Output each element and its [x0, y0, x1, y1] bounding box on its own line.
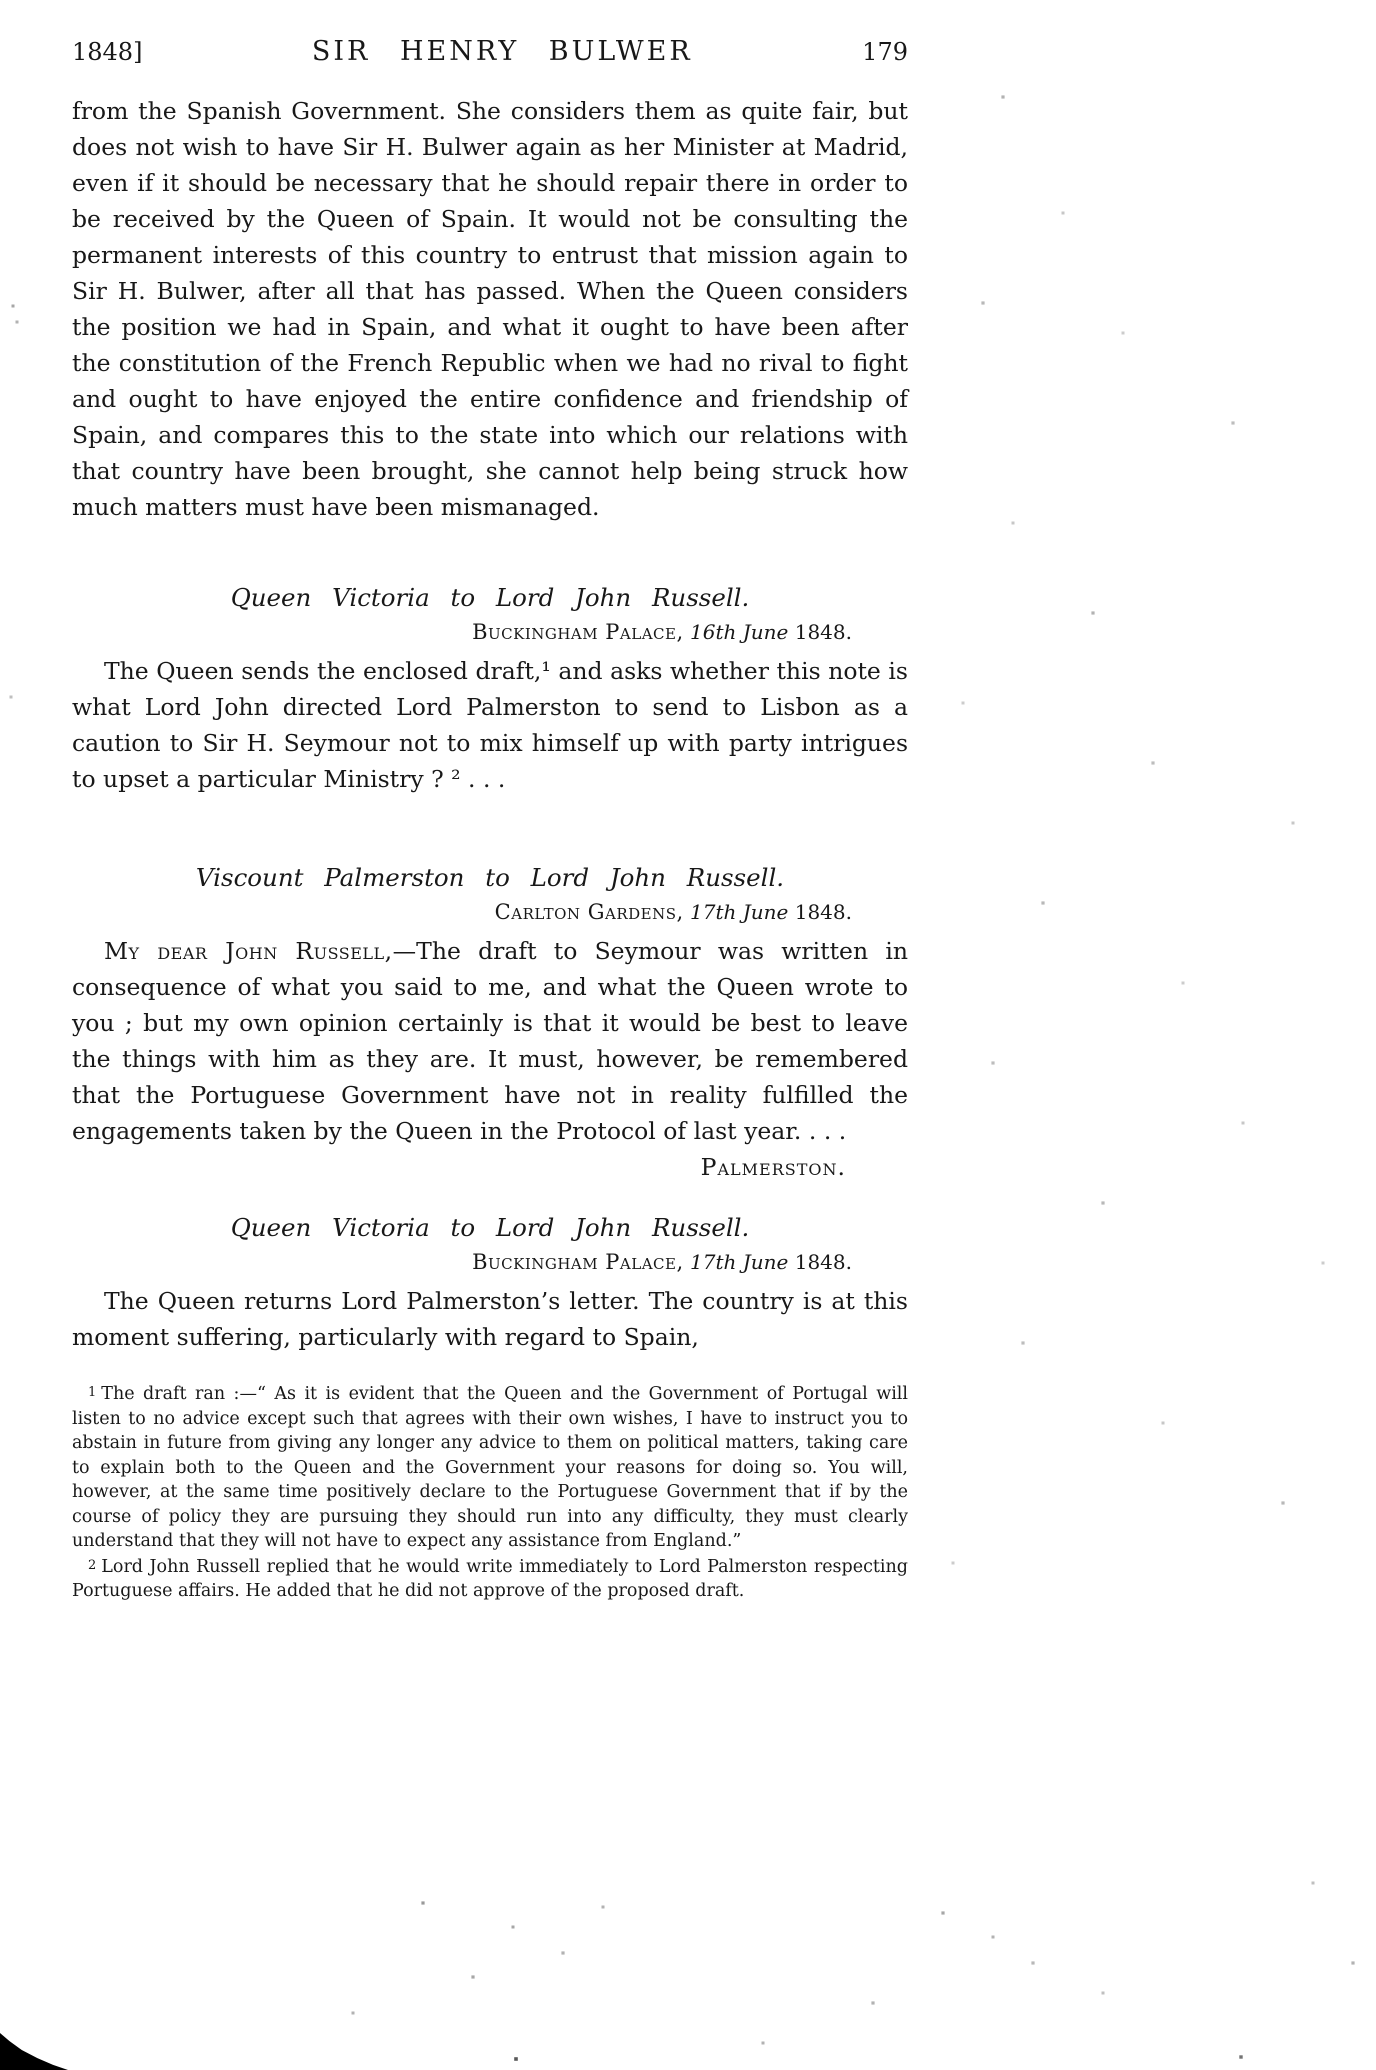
dateline-year: 1848. — [794, 1250, 852, 1274]
dateline-date: 17th June — [690, 1250, 789, 1274]
running-header — [72, 36, 908, 67]
header-page-number: 179 — [862, 38, 908, 66]
letter-body — [72, 933, 908, 1181]
scan-corner-artifact — [0, 2033, 68, 2070]
letter-body-text: —The draft to Seymour was written in consequence of what you said to me, and what the Queen wrote to you ; but my own opinion certainly is that it would be best to leave the things with him as they are. It must, however, be remembered that the Portuguese Government have not in reality fulfilled the engagements taken by the Queen in the Protocol of last year. . . . — [72, 937, 908, 1145]
scan-noise-speckles — [0, 0, 2, 2]
footnote-text: Lord John Russell replied that he would write immediately to Lord Palmerston respecting Portuguese affairs. He added that he did not approve of the proposed draft. — [72, 1556, 908, 1601]
letter-dateline — [72, 617, 908, 647]
dateline-place: Buckingham Palace, — [472, 620, 684, 644]
letter-dateline — [72, 1247, 908, 1277]
letter-body: The Queen returns Lord Palmerston’s letter. The country is at this moment suffering, particularly with regard to Spain, — [72, 1287, 908, 1351]
footnote-2 — [72, 1554, 908, 1604]
dateline-place: Buckingham Palace, — [472, 1250, 684, 1274]
letter-queen-victoria-17-june — [72, 1211, 908, 1355]
dateline-year: 1848. — [794, 900, 852, 924]
opening-paragraph: from the Spanish Government. She considers them as quite fair, but does not wish to have Sir H. Bulwer again as her Minister at Madrid, even if it should be necessary that he should repair there in order to be received by the Queen of Spain. It would not be consulting the permanent interests of this country to entrust that mission again to Sir H. Bulwer, after all that has passed. When the Queen considers the position we had in Spain, and what it ought to have been after the constitution of the French Republic when we had no rival to fight and ought to have enjoyed the entire confidence and friendship of Spain, and compares this to the state into which our relations with that country have been brought, she cannot help being struck how much matters must have been mismanaged. — [72, 97, 908, 521]
letter-signature: Palmerston. — [700, 1153, 846, 1181]
header-year: 1848] — [72, 38, 143, 66]
header-title: SIR HENRY BULWER — [311, 36, 693, 67]
footnotes-section — [72, 1381, 908, 1604]
letter-dateline — [72, 897, 908, 927]
letter-heading: Queen Victoria to Lord John Russell. — [230, 1213, 750, 1242]
dateline-year: 1848. — [794, 620, 852, 644]
footnote-marker: 2 — [88, 1557, 97, 1573]
dateline-place: Carlton Gardens, — [494, 900, 684, 924]
footnote-1 — [72, 1381, 908, 1554]
letter-body: The Queen sends the enclosed draft,¹ and asks whether this note is what Lord John directed Lord Palmerston to send to Lisbon as a caution to Sir H. Seymour not to mix himself up with party intrigues to upset a particular Ministry ? ² . . . — [72, 657, 908, 793]
letter-heading: Queen Victoria to Lord John Russell. — [230, 583, 750, 612]
letter-palmerston-17-june — [72, 861, 908, 1181]
dateline-date: 17th June — [690, 900, 789, 924]
dateline-date: 16th June — [690, 620, 789, 644]
letter-queen-victoria-16-june — [72, 581, 908, 797]
book-page — [72, 36, 908, 1604]
footnote-marker: 1 — [88, 1385, 97, 1400]
letter-salutation: My dear John Russell, — [104, 937, 393, 965]
footnote-text: The draft ran :—“ As it is evident that the Queen and the Government of Portugal will listen to no advice except such that agrees with their own wishes, I have to instruct you to abstain in future from giving any longer any advice to them on political matters, taking care to explain both to the Queen and the Government your reasons for doing so. You will, however, at the same time positively declare to the Portuguese Government that if by the course of policy they are pursuing they should run into any difficulty, they must clearly understand that they will not have to expect any assistance from England.” — [72, 1384, 908, 1551]
letter-heading: Viscount Palmerston to Lord John Russell. — [195, 863, 785, 892]
